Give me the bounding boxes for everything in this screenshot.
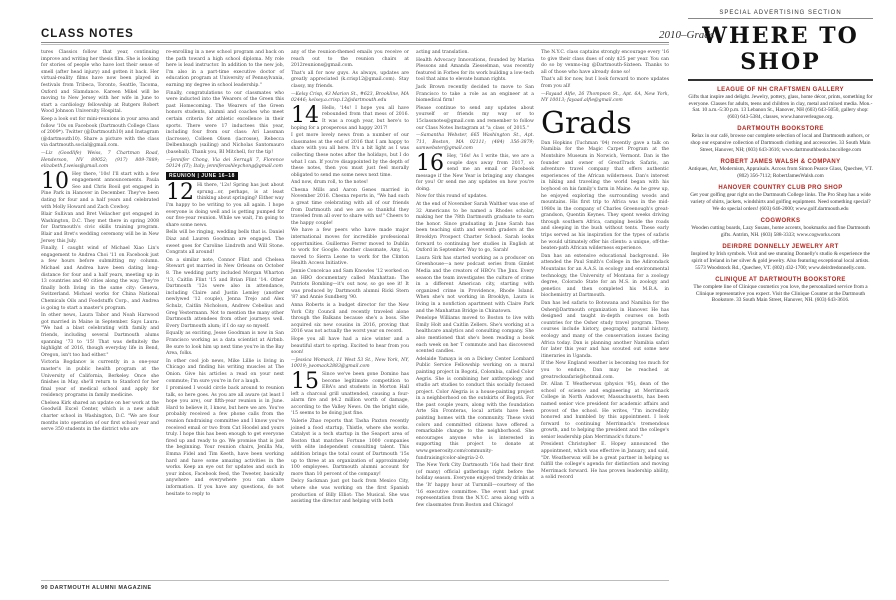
class-year-dropcap: 15: [291, 368, 319, 394]
where-to-shop-title: WHERE TO SHOP: [702, 23, 859, 75]
paragraph: Jennie Concelcao and Sam Knowles '12 worked on an HBO documentary called Manhattan: The Patriots Bombing—it's out now, so go see it! It was produced by Dartmouth alumni Ricki Stern '87 and Annie Sundberg '90.: [291, 269, 409, 301]
column-3: [291, 50, 409, 507]
paragraph: acting and translation.: [416, 50, 469, 55]
paragraph: Adelaide Yamaya is on a Dickey Center Lombard Public Service Fellowship working on a mural painting project in Bogotá, Colombia, called Color Aegris. She is combining her anthropology and studio art studies to conduct this socially focused project. Color Alegria is a house-painting project in a neighborhood on the outskirts of Bogotá. For the past couple years, along with the foundation Arte Sin Fronteras, local artists have been painting homes with the community. These vivid colors and committed citizens have offered a remarkable change to the neighborhood. She encourages anyone who is interested in supporting this project to donate at www.generosity.com/community-fundraising/color-alegria-2-0.: [416, 356, 534, 461]
issue-label: 2010–Grads: [659, 29, 715, 41]
paragraph: Please continue to send any updates about yourself or friends my way or to 15classnotes@gmail.com and remember to follow our Class Notes Instagram at "a_class_of_2015.": [416, 105, 534, 131]
paragraph: Penelope Williams moved to Boston to live with Emily Holt and Caitlin Zellers. She's working at a healthcare analytics and consulting company. She also mentioned that she's been reading a book each week on her T commute and has discovered scented candles.: [416, 316, 534, 355]
class-secretary-signature: —Fayaad Alfie, 26 Thompson St., Apt. 6A, New York, NY 10013; fayaad.alfie@gmail.com: [541, 91, 669, 104]
column-1: [41, 50, 159, 435]
class-secretary-signature: —Jessica Womack, 11 West 53 St., New York, NY, 10019; jwomack2883@gmail.com: [291, 357, 409, 370]
paragraph: Hi there, '12s! Spring has just about sprung...or, perhaps, is at least thinking about springing? Either way I'm happy to be writing to you all again. I hope everyone is doing well and is getting pumped for our five-year reunion. While we wait, I'm going to share some news.: [166, 183, 284, 228]
paragraph: That's all for now guys. As always, updates are greatly appreciated (k.crisp12@gmail.com). Stay classy, my friends.: [291, 70, 409, 89]
paragraph: Bells will be ringing, wedding bells that is. Daniel Diaz and Lauren Goodman are engaged. The sweet goes for Caroline Lindroth and Will Stone. Congrats all around!: [166, 230, 284, 256]
header-rule-secondary: [41, 44, 669, 45]
paragraph: I promised I would circle back around to reunion talk, so here goes. As you are all aware (at least I hope you are), our fifth-year reunion is in June. Hard to believe it, I know, but here we are. You've probably received a few phone calls from the reunion fundraising committee and I know you've received email or two from Cat Hoodel and yours truly. I hope this has been enough to get everyone fired up and ready to go. We promise that is just the beginning. Your reunion chairs, Jenilla Ma, Emma Fidel and Tim Keeth, have been working hard and have some amazing activities in the works. Keep an eye out for updates and such in your inbox, Facebook feed, the Tweeter, basically anywhere and everywhere you can share information. If you have any questions, do not hesitate to reply to: [166, 386, 284, 497]
shop-name: DARTMOUTH BOOKSTORE: [737, 126, 824, 133]
paragraph: Dr. Allan T. Weatherwax (physics '95), dean of the school of science and engineering at Merrimack College in North Andover, Massachusetts, has been named senior vice president for academic affairs and provost of the school. He writes, "I'm incredibly honored and humbled by this appointment. I look forward to continuing Merrimack's tremendous growth, and to helping the president and the college's senior leadership plan Merrimack's future.": [541, 382, 669, 440]
class-year-dropcap: 10: [41, 168, 69, 194]
shop-listing: [688, 159, 873, 179]
shop-description: Relax in our café, browse our complete selection of local and Dartmouth authors, or shop our expansive collection of Dartmouth clothing and accessories. 33 South Main Street, Hanover, NH; (603) 643-3616; www.dartmouthbooks.bncollege.com: [690, 133, 871, 153]
paragraph: At the end of November Sarah Walther was one of 32 Americans to be named a Rhodes scholar, making her the 78th Dartmouth graduate to earn the honor. Since graduating in June Sarah has been teaching sixth and seventh graders at the Brooklyn Prospect Charter School. Sarah looks forward to continuing her studies in English at Oxford in September. Way to go, Sarah!: [416, 202, 534, 254]
shop-listing: [688, 277, 873, 304]
paragraph: Since we've been gone Domino has become legitimate competition to EBA's and students in Morton Hall left a charcoal grill unattended, causing a four-alarm fire and $4.2 million worth of damage, according to the Valley News. On the bright side, '15 seems to be doing just fine.: [291, 371, 409, 417]
paragraph: Hey, '16s! As I write this, we are a couple days away from 2017, so send me an email or Facebook message if the New Year is bringing any changes for you! Or send me any updates on how you're doing.: [416, 153, 534, 192]
class-secretary-signature: —Samantha Webster, 665 Washington St., Apt. 711, Boston, MA 02111; (484) 356-3879; samwebster@gmail.com: [416, 133, 534, 152]
paragraph: re-enrolling in a new school program and back on the path toward a high school diploma. My role here is lead instructor. In addition to the new job, I'm also in a part-time executive doctor of education program at University of Pennsylvania, earning my degree in school leadership.": [166, 50, 284, 88]
shop-listing: [688, 218, 873, 238]
paragraph: I got more lovely news from a number of our classmates at the end of 2016 that I am happy to share with you all here. It's a bit light as I was collecting these notes after the holidays, but I do what I can. If you're disappointed by the depth of these notes, then you must just feel morally obligated to send me some news next time.: [291, 133, 409, 178]
paragraph: In other cool job news, Mike Lillie is living in Chicago and finding his writing muscles at The Onion. Give his articles a read on your next commute; I'm sure you're in for a laugh.: [166, 358, 284, 384]
shop-listing: [688, 185, 873, 212]
page-number: 90 DARTMOUTH ALUMNI MAGAZINE: [41, 585, 152, 591]
paragraph: Now for this round of updates.: [416, 194, 488, 200]
paragraph: Finally, congratulations to our classmates who were inducted into the Wearers of the Green this past Homecoming. The Wearers of the Green honors students, alumni and coaches who meet certain criteria for athletic excellence in their sports. There were 17 inductees this year, including four from our class: Ari Lassman (lacrosse), Colleen Olsen (lacrosse), Rebecca Delbenbaugh (sailing) and Nicholas Santomauro (baseball). Thank you, BI Mitchell, for the tip!: [166, 90, 284, 155]
paragraph: The New York City Dartmouth '16s had their first (of many) official gatherings right before the holiday season. Everyone enjoyed trendy drinks at the 'It' happy hour at Turnmill—courtesy of the '16 executive committee. The event had great representation from the N.Y.C. area along with a few classmates from Boston and Chicago!: [416, 463, 534, 508]
page-footer: [0, 576, 896, 600]
footer-rule: [41, 580, 669, 581]
shop-name: COGWORKS: [760, 218, 801, 225]
shop-name: CLINIQUE AT DARTMOUTH BOOKSTORE: [715, 277, 846, 284]
paragraph: Victoria Bogdanov is currently in a one-year master's in public health program at the University of California, Berkeley. Once she finishes in May, she'll return to Stanford for her final year of medical school and apply for residency programs in family medicine.: [41, 360, 159, 399]
shop-description: Wooden cutting boards, Lazy Susans, home accents, bookmarks and fine Dartmouth gifts. Antrim, NH. (603) 588-3333; www.cogworks.com: [691, 225, 870, 238]
shop-listing: [688, 244, 873, 271]
shop-name: LEAGUE OF NH CRAFTSMEN GALLERY: [717, 87, 844, 93]
paragraph: We have a few peers who have made major international moves for incredible professional opportunities. Guillermo Ferrer moved to Dublin to work for Google. Another classmate, Amy Li, moved to Sierra Leone to work for the Clinton Health Access Initiative.: [291, 228, 409, 267]
paragraph: And now, drum roll, to the notes!: [291, 180, 368, 186]
class-2016-opener: [416, 150, 534, 194]
class-secretary-signature: —Jennifer Chong, Via dei Serragli 7, Florence 50124 (IT); Italy; jenniferashleychong@gmail.com: [166, 157, 284, 170]
shop-listing: [688, 126, 873, 153]
special-advertising-label: SPECIAL ADVERTISING SECTION: [688, 10, 873, 19]
paragraph: Valerie Zhao reports that Tasha Paxton recently joined a food startup, Thistle, where she works. Catalyst is a tech startup in the Seaport area of Boston that matches Fortune 1000 companies with elite independent consulting talent. This addition brings the total count of Dartmouth '15s up to three at an organization of approximately 100 employees. Dartmouth alumni account for more than 10 percent of the company!: [291, 419, 409, 477]
header-rule: [41, 42, 669, 43]
class-2015-opener: [291, 368, 409, 418]
column-5: [541, 50, 669, 483]
paragraph: Dan has an extensive educational background. He attended the Paul Smith's College in the Adirondack Mountains for an A.A.S. in ecology and environmental technology, the University of Montana for a zoology degree, Colorado State for an M.S. in zoology and genetics and then completed his M.B.A. in biochemistry at Dartmouth.: [541, 253, 669, 299]
reunion-badge: REUNION | JUNE 16–18: [166, 172, 238, 181]
class-secretary-signature: —Kelsy Crisp, 43 Marion St., #623, Brookline, MA 02446; kelsey.a.crisp.12@dartmouth.edu: [291, 91, 409, 104]
grads-heading: Grads: [541, 105, 632, 141]
paragraph: Hope you all have had a nice winter and a beautiful start to spring. Excited to hear from you soon!: [291, 336, 409, 356]
shop-name: ROBERT JAMES WALSH & COMPANY: [720, 159, 841, 166]
paragraph: In other news, Laura Tabor and Noah Harwood got married in Maine in September. Says Laura: "We had a blast celebrating with family and friends, including several Dartmouth alums spanning '73 to '15! That was definitely the highlight of 2016, though everyday life in Bend, Oregon, isn't too bad either.": [41, 313, 159, 358]
paragraph: Anna Roberts is a budget director for the New York City Council and recently traveled alone through the Balkans because she's a boss. She acquired six new cousins in 2016, proving that 2016 was not actually the worst year on record.: [291, 302, 409, 335]
class-2010-opener: [41, 168, 159, 212]
shop-description: The complete line of Clinique cosmetics you love, the personalized service from a Clinique representative you expect. Visit the Clinique Counter at the Dartmouth Bookstore. 33 South Main Street, Hanover, NH. (603) 643-3616.: [693, 284, 868, 304]
paragraph: Chelsea Kirk shared an update on her work at the Goodwill Excel Center, which is a new adult charter school in Washington, D.C. "We are four months into operation of our first school year and serve 350 students in the district who are: [41, 400, 159, 433]
where-to-shop-sidebar: [688, 10, 873, 570]
paragraph: Dan has led safaris to Botswana and Namibia for the Osher@Dartmouth organization in Hanover. He has designed and taught in-depth courses on both countries for the Osher study travel program. These courses include history, geography, natural history, ecology and many of the conservation issues facing Africa today. Dan is planning another Namibia safari for later this year and has scouted out some new itineraries in Uganda.: [541, 301, 669, 359]
paragraph: Delcy Sackman just got back from Mexico City, where she was working on the first Spanish production of Billy Elliot: The Musical. She was assisting the director and helping with both: [291, 479, 409, 505]
class-2014-opener: [291, 102, 409, 132]
section-title: CLASS NOTES: [41, 28, 134, 40]
class-year-dropcap: 12: [166, 180, 194, 206]
paragraph: President Christopher E. Hopey announced the appointment, which was effective in January, and said, "Dr. Weatherwax will be a great partner in helping us fulfill the college's agenda for distinction and moving Merrimack forward. He has proven leadership ability, a solid record: [541, 442, 669, 481]
shop-name: HANOVER COUNTRY CLUB PRO SHOP: [718, 185, 843, 192]
column-4: [416, 50, 534, 510]
paragraph: any of the reunion-themed emails you receive or reach out to the reunion chairs at 2012reunions@gmail.com.: [291, 50, 409, 69]
paragraph: On a similar note, Connor Flint and Chelsea Stewart got married in New Orleans on October 8. The wedding party included Morgan Wharton '13, Caitlin Flint '15 and Brian Flint '14. Other Dartmouth '12s were also in attendance, including Claire and Justin Lemley (another newlywed '12 couple), Jenna Trejo and Alex Schulz, Caitlin Nicholson, Andrew Cebelius and Greg Vestermann. Not to mention the many other Dartmouth attendees from other journeys well. Every Dartmouth alum; if I do say so myself.: [166, 257, 284, 329]
paragraph: If the New England weather is becoming too much for you to endure, Dan may be reached at greatrocksafaris@hotmail.com.: [541, 361, 669, 380]
paragraph: Hello, '14s! I hope you all have rebounded from that mess of 2016. It was a rough year, but here's to hoping for a prosperous and happy 2017!: [291, 105, 409, 131]
class-year-dropcap: 16: [416, 150, 444, 176]
paragraph: Blair Sullivan and Bret Veliacher got engaged in Washington, D.C. They met there in spring 2008 for Dartmouth's civic skills training program. Blair and Bret's wedding ceremony will be in New Jersey this July.: [41, 212, 159, 244]
shop-description: Inspired by Irish symbols. Visit and see stunning Donnelly's studio & experience the spirit of Ireland in her silver & gold jewelry. Also featuring exceptional local artists. 5573 Woodstock Rd., Quechee, VT. (802) 432-1700; www.deirdredonnelly.com.: [691, 251, 870, 271]
paragraph: Chesna Mills and Aaron Genes married in November 2016. Chesna reports in, "We had such a great time celebrating with all of our friends from Dartmouth and we are so thankful they traveled from all over to share with us!" Cheers to the happy couple!: [291, 187, 409, 226]
shop-name: DEIRDRE DONNELLY JEWELRY ART: [722, 244, 839, 251]
class-secretary-signature: —Liz (Goodlife) Weiss, 7 Chartman Road, Henderson, NV 89052; (917) 809-7889; elizabeth.f.weiss@gmail.com: [41, 150, 159, 170]
shop-description: Antiques, Art, Modernism, Appraisals. Across from Simon Pearce Glass, Quechee, VT. (802) 356-7112; RobertJamesWalsh.com: [688, 166, 873, 179]
paragraph: tures Classics follow that year, continuing improve and writing her thesis film. She is looking for stories of people who have lost their sense of smell (after head injury) and gotten it back. Her virtual-reality films have now been played in festivals from Tribeca, Toronto, Seattle, Tacoma, Oxford and Slamdance. Kareen Mikel will be moving to New Jersey with her wife in June to start a cardiology fellowship at Rutgers Robert Wood Johnson University Hospital.: [41, 50, 159, 115]
paragraph: Keep a look out for mini-reunions in your area and follow '10s on Facebook (Dartmouth College Class of 2009*). Twitter (@Dartmouth10) and Instagram (@dartmouth10). Share a picture with the class via dartmouth.social@gmail.com.: [41, 116, 159, 149]
class-2012-opener: [166, 180, 284, 229]
paragraph: Health Advocacy Innovations, founded by Marisa Plessons and Amanda Ziesselman, was recently featured in Forbes for its work building a low-tech tool that aims to elevate human rights.: [416, 57, 534, 83]
class-year-dropcap: 14: [291, 102, 319, 128]
paragraph: Laura Sirk has started working as a producer on Greenhouse—a new podcast series from Gimlet Media and the creators of HBO's The Jinx. Every season the team investigates the culture of crime in a different American city, starting with organized crime in Providence, Rhode Island. When she's not working in Brooklyn, Laura is living in a nonfiction apartment with Claire Park and the Manhattan Bridge in Chinatown.: [416, 255, 534, 314]
shop-description: Get your golfing gear right on the Dartmouth College links. The Pro Shop has a wide variety of shirts, jackets, windshirts and golfing equipment. Need something special? We do special orders! (603) 646-2000; www.golf.dartmouth.edu: [690, 192, 871, 212]
shop-listing: [688, 87, 873, 120]
paragraph: Hey there, '10s! I'll start with a few engagement announcements. Paula Seo and Chris Booil got engaged in Pine Park in Hanover in December. They've been dating for four and a half years and celebrated with Molly Howard and Zach Cowboy.: [41, 171, 159, 210]
paragraph: That's all for now, but I look forward to more updates from you all!: [541, 77, 669, 89]
paragraph: Dan Hopkins (Tuchman '04) recently gave a talk on Namibia for the Magic Carpet Program at the Montshire Museum in Norwich, Vermont. Dan is the founder and owner of GreatTrack Safaris, an adventure travel company that offers authentic experiences of the African wilderness. Dan's interest in hiking and traveling the world began with his boyhood on his family's farm in Maine. As he grew up, he enjoyed exploring the surrounding woods and mountains. His first trip to Africa was in the mid-1980s in the company of Charles Greenough's great-grandson, Quentin Keynes. They spent weeks driving through southern Africa, camping beside the roads and sleeping in the bush without tents. These early trips served as his inspiration for the types of safaris he would ultimately offer his clients: a unique, off-the-beaten-path African wilderness experience.: [541, 140, 669, 252]
shop-description: Gifts that inspire and delight. Jewelry, pottery, glass, home décor, prints, something for everyone. Classes for adults, teens and children in clay, metal and mixed media. Mon.-Sat. 10 a.m.-5:30 p.m. 13 Lebanon St., Hanover, NH (603) 643-5050, gallery shop: (603) 643-5384, classes, www.hanoverleague.org.: [688, 94, 873, 120]
paragraph: The N.Y.C. class captains strongly encourage every '16 to give their class dues of only $25 per year. You can do so by venmo-ing @Dartmouth-Sixteen. Thanks to all of those who have already done so!: [541, 50, 669, 75]
paragraph: Finally, I caught wind of Michael Xiao Lin's engagement to Andrea Choi '11 on Facebook just a few hours before submitting my column. Michael and Andrea have been dating long-distance for four and a half years, meeting up in 13 countries and 40 cities along the way. They're finally both living in the same city: Geneva, Switzerland. Michael works for China National Chemicals Oils and Foodstuffs Corp., and Andrea is going to start a master's program.: [41, 246, 159, 311]
paragraph: Jack Brown recently decided to move to San Francisco to take a role as an engineer at a biomedical firm!: [416, 84, 534, 104]
paragraph: Equally as exciting, Jesse Goodman is now in San Francisco working as a data scientist at Airbnb. Be sure to look him up next time you're in the Bay Area, folks.: [166, 331, 284, 357]
column-2: [166, 50, 284, 499]
sidebar-rule: [688, 79, 873, 81]
